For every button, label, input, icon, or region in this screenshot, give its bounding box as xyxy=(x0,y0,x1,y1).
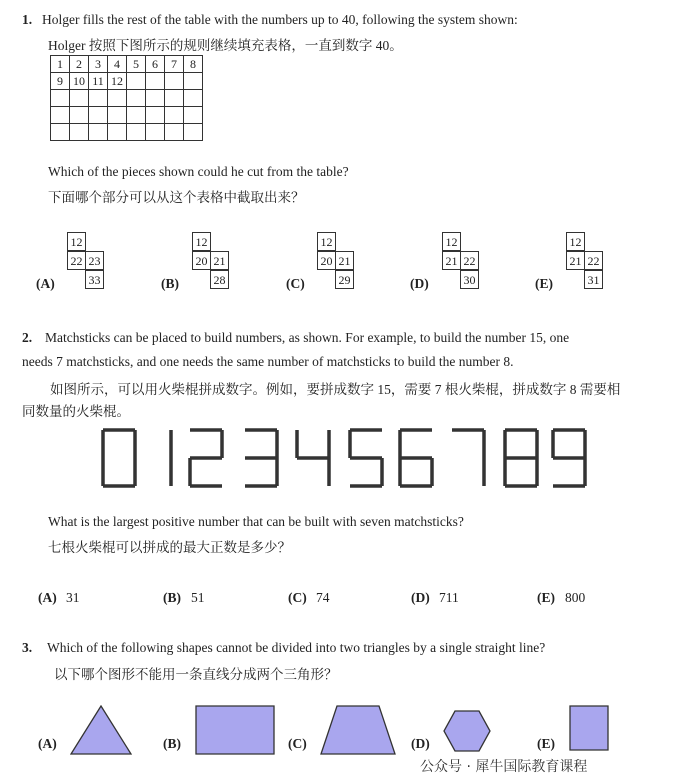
table-cell xyxy=(127,124,146,141)
table-cell xyxy=(51,107,70,124)
table-cell xyxy=(127,107,146,124)
table-piece-option xyxy=(317,232,357,292)
q3-text-zh: 以下哪个图形不能用一条直线分成两个三角形？ xyxy=(54,667,338,682)
matchstick-digit-5 xyxy=(350,430,382,486)
piece-cell: 12 xyxy=(566,232,585,251)
matchstick-digit-4 xyxy=(297,430,329,486)
option-label: (D) xyxy=(411,736,430,751)
piece-cell: 22 xyxy=(67,251,86,270)
matchstick-digit-8 xyxy=(505,430,537,486)
table-cell: 11 xyxy=(89,73,108,90)
piece-cell: 33 xyxy=(85,270,104,289)
matchstick-digits xyxy=(0,420,679,495)
piece-cell: 31 xyxy=(584,270,603,289)
trapezoid-shape xyxy=(320,705,396,755)
table-row xyxy=(51,124,203,141)
rectangle-polygon xyxy=(196,706,274,754)
table-cell: 4 xyxy=(108,56,127,73)
option-label: (A) xyxy=(38,736,57,751)
table-cell xyxy=(70,124,89,141)
table-row xyxy=(51,107,203,124)
piece-cell: 22 xyxy=(584,251,603,270)
square-polygon xyxy=(570,706,608,750)
table-cell: 10 xyxy=(70,73,89,90)
piece-cell: 20 xyxy=(317,251,336,270)
option-label: (D) xyxy=(410,276,429,291)
option-value: 31 xyxy=(66,590,80,605)
q3-text-en: Which of the following shapes cannot be divided into two triangles by a single straight line? xyxy=(47,640,546,655)
table-cell: 8 xyxy=(184,56,203,73)
q2-text-en-1: Matchsticks can be placed to build numbers, as shown. For example, to build the number 15, one xyxy=(45,330,570,345)
option-value: 51 xyxy=(191,590,205,605)
piece-cell: 20 xyxy=(192,251,211,270)
piece-cell: 21 xyxy=(210,251,229,270)
matchstick-digit-9 xyxy=(553,430,585,486)
piece-cell: 12 xyxy=(317,232,336,251)
table-cell: 5 xyxy=(127,56,146,73)
table-cell xyxy=(108,124,127,141)
table-piece-option xyxy=(566,232,606,292)
table-cell: 7 xyxy=(165,56,184,73)
piece-cell: 23 xyxy=(85,251,104,270)
matchstick-digit-6 xyxy=(400,430,432,486)
piece-cell: 21 xyxy=(566,251,585,270)
q2-text-en-2: needs 7 matchsticks, and one needs the same number of matchsticks to build the number 8. xyxy=(22,354,514,369)
option-label: (D) xyxy=(411,590,430,605)
table-cell xyxy=(165,73,184,90)
square-shape xyxy=(569,705,609,751)
q1-text-en: Holger fills the rest of the table with the numbers up to 40, following the system shown: xyxy=(42,12,518,27)
q1-question-en: Which of the pieces shown could he cut from the table? xyxy=(48,164,349,179)
piece-cell: 21 xyxy=(335,251,354,270)
option-value: 800 xyxy=(565,590,586,605)
option-value: 711 xyxy=(439,590,459,605)
q1-text-zh: Holger 按照下图所示的规则继续填充表格，一直到数字 40。 xyxy=(48,38,403,53)
matchstick-digit-7 xyxy=(452,430,484,486)
table-row xyxy=(51,90,203,107)
q2-text-zh-2: 同数量的火柴棍。 xyxy=(22,404,130,419)
table-piece-option xyxy=(67,232,107,292)
rectangle-shape xyxy=(195,705,275,755)
watermark: 公众号 · 犀牛国际教育课程 xyxy=(420,759,588,775)
option-label: (B) xyxy=(161,276,179,291)
table-cell xyxy=(108,90,127,107)
table-cell xyxy=(184,90,203,107)
table-cell xyxy=(146,107,165,124)
matchstick-digit-0 xyxy=(103,430,135,486)
table-cell: 9 xyxy=(51,73,70,90)
table-cell: 6 xyxy=(146,56,165,73)
table-cell xyxy=(70,90,89,107)
table-cell xyxy=(165,124,184,141)
table-cell xyxy=(89,90,108,107)
piece-cell: 29 xyxy=(335,270,354,289)
number-table xyxy=(50,55,203,141)
table-cell xyxy=(89,107,108,124)
piece-cell: 12 xyxy=(67,232,86,251)
table-cell xyxy=(184,73,203,90)
option-label: (E) xyxy=(537,590,555,605)
option-label: (B) xyxy=(163,736,181,751)
table-cell xyxy=(165,107,184,124)
matchstick-digit-2 xyxy=(190,430,222,486)
table-cell xyxy=(51,124,70,141)
table-cell xyxy=(70,107,89,124)
option-label: (C) xyxy=(288,736,307,751)
option-label: (E) xyxy=(535,276,553,291)
table-cell xyxy=(146,73,165,90)
table-piece-option xyxy=(442,232,482,292)
table-cell xyxy=(89,124,108,141)
table-cell: 1 xyxy=(51,56,70,73)
q3-number: 3. xyxy=(22,640,33,655)
table-cell xyxy=(127,90,146,107)
option-label: (B) xyxy=(163,590,181,605)
option-label: (C) xyxy=(286,276,305,291)
q2-number: 2. xyxy=(22,330,33,345)
q1-question-zh: 下面哪个部分可以从这个表格中截取出来？ xyxy=(48,190,305,205)
table-cell: 12 xyxy=(108,73,127,90)
option-label: (E) xyxy=(537,736,555,751)
trapezoid-polygon xyxy=(321,706,395,754)
hexagon-polygon xyxy=(444,711,490,751)
option-label: (C) xyxy=(288,590,307,605)
table-cell xyxy=(184,107,203,124)
q2-question-en: What is the largest positive number that can be built with seven matchsticks? xyxy=(48,514,464,529)
q1-number: 1. xyxy=(22,12,33,27)
table-cell xyxy=(165,90,184,107)
piece-cell: 28 xyxy=(210,270,229,289)
table-cell: 2 xyxy=(70,56,89,73)
option-label: (A) xyxy=(36,276,55,291)
table-cell xyxy=(51,90,70,107)
hexagon-shape xyxy=(443,710,491,752)
piece-cell: 22 xyxy=(460,251,479,270)
table-cell xyxy=(108,107,127,124)
option-value: 74 xyxy=(316,590,330,605)
triangle-polygon xyxy=(71,706,131,754)
table-row xyxy=(51,73,203,90)
q2-text-zh-1: 如图所示，可以用火柴棍拼成数字。例如，要拼成数字 15，需要 7 根火柴棍，拼成数字 8 需要相 xyxy=(50,382,621,397)
table-cell xyxy=(127,73,146,90)
table-row xyxy=(51,56,203,73)
q2-question-zh: 七根火柴棍可以拼成的最大正数是多少？ xyxy=(48,540,291,555)
piece-cell: 12 xyxy=(442,232,461,251)
triangle-shape xyxy=(70,705,132,755)
table-cell xyxy=(184,124,203,141)
piece-cell: 21 xyxy=(442,251,461,270)
option-label: (A) xyxy=(38,590,57,605)
piece-cell: 30 xyxy=(460,270,479,289)
table-cell xyxy=(146,90,165,107)
matchstick-digit-3 xyxy=(245,430,277,486)
table-cell xyxy=(146,124,165,141)
table-cell: 3 xyxy=(89,56,108,73)
piece-cell: 12 xyxy=(192,232,211,251)
table-piece-option xyxy=(192,232,232,292)
